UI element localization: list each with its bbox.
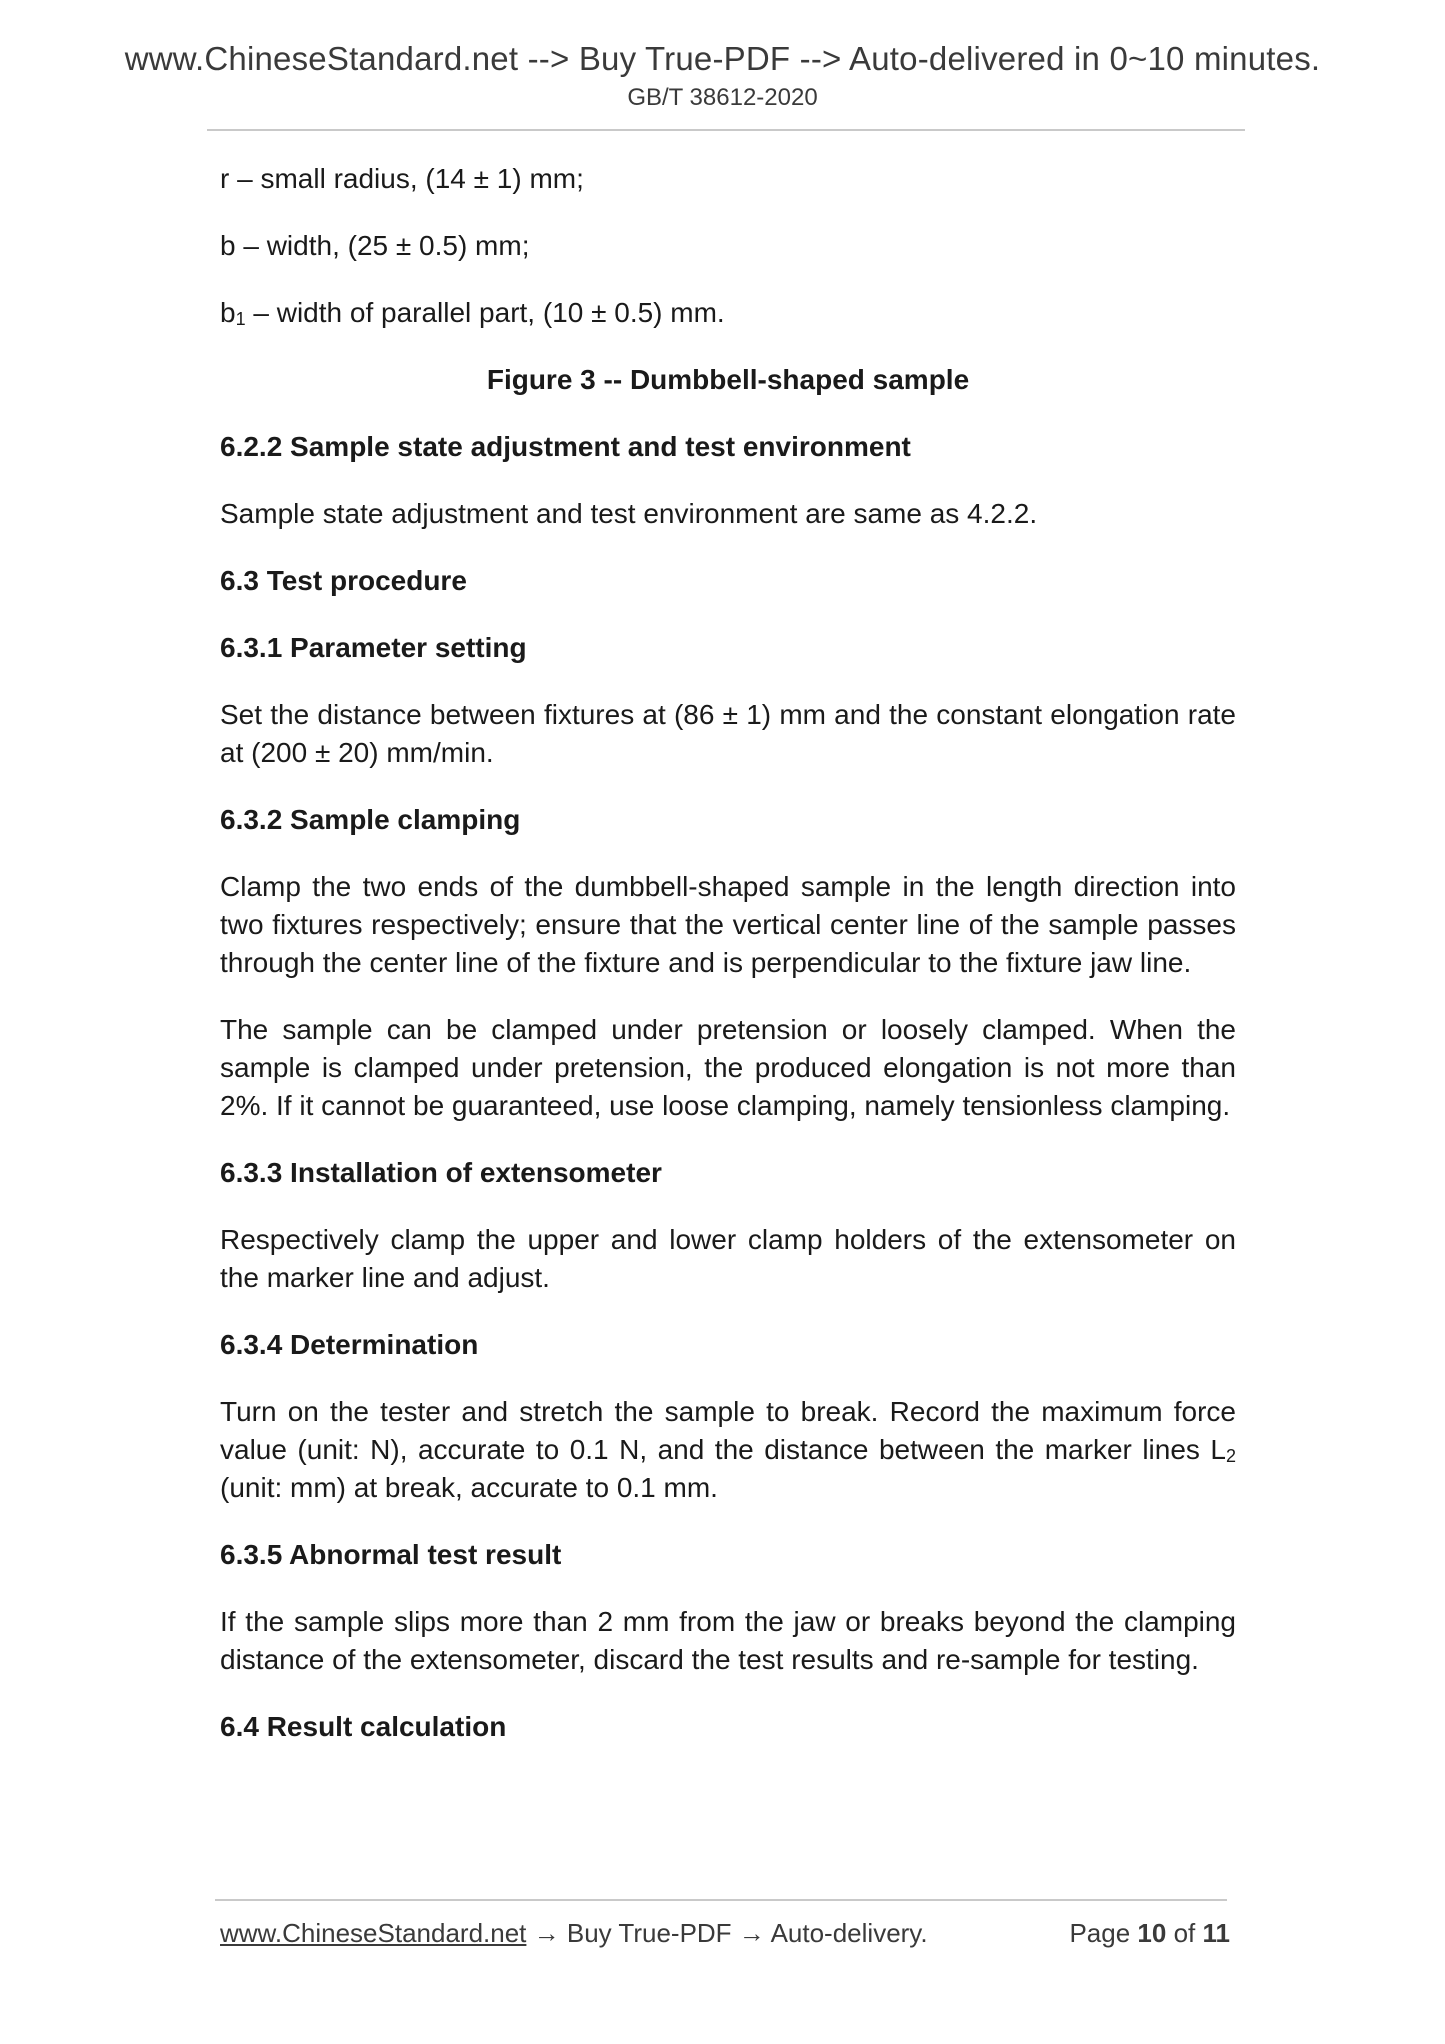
paragraph-6-3-2-a: Clamp the two ends of the dumbbell-shaped sample in the length direction into two fixtures respectively; ensure that the vertical center line of the sample passes through the center line of the fixture and is perpendicular to the fixture jaw line. (220, 871, 1236, 978)
paragraph-6-3-4 (220, 1393, 1236, 1507)
page-number: 10 (1137, 1918, 1167, 1948)
document-id: GB/T 38612-2020 (627, 84, 818, 111)
definition-r: r – small radius, (14 ± 1) mm; (220, 163, 584, 194)
page-total: 11 (1202, 1918, 1230, 1948)
footer-tagline-text: → Buy True-PDF → Auto-delivery. (526, 1918, 928, 1948)
heading-6-2-2: 6.2.2 Sample state adjustment and test environment (220, 431, 911, 462)
page-of-label: of (1173, 1918, 1196, 1948)
paragraph-6-3-4-subscript: 2 (1225, 1446, 1236, 1466)
heading-6-3: 6.3 Test procedure (220, 565, 467, 596)
paragraph-6-3-1: Set the distance between fixtures at (86 ± 1) mm and the constant elongation rate at (200 ± 20) mm/min. (220, 699, 1236, 768)
paragraph-6-3-4-tail: (unit: mm) at break, accurate to 0.1 mm. (220, 1472, 718, 1503)
heading-6-3-5: 6.3.5 Abnormal test result (220, 1539, 562, 1570)
heading-6-3-2: 6.3.2 Sample clamping (220, 804, 521, 835)
definition-b: b – width, (25 ± 0.5) mm; (220, 230, 530, 261)
definition-b1-text: – width of parallel part, (10 ± 0.5) mm. (245, 297, 725, 328)
header-divider (207, 129, 1245, 131)
heading-6-3-4: 6.3.4 Determination (220, 1329, 479, 1360)
paragraph-6-3-2-b: The sample can be clamped under pretension or loosely clamped. When the sample is clamped under pretension, the produced elongation is not more than 2%. If it cannot be guaranteed, use loose clamping, namely tensionless clamping. (220, 1014, 1236, 1121)
header-banner: www.ChineseStandard.net --> Buy True-PDF --> Auto-delivered in 0~10 minutes. (124, 40, 1321, 77)
definition-b1-symbol: b (220, 297, 236, 328)
figure-caption: Figure 3 -- Dumbbell-shaped sample (486, 364, 970, 395)
page-content (220, 160, 1236, 1775)
paragraph-6-3-3: Respectively clamp the upper and lower clamp holders of the extensometer on the marker line and adjust. (220, 1224, 1236, 1293)
definition-b1 (220, 294, 1236, 332)
paragraph-6-2-2: Sample state adjustment and test environment are same as 4.2.2. (220, 498, 1038, 529)
page-indicator (1069, 1918, 1230, 1949)
definition-b1-subscript: 1 (235, 309, 246, 329)
heading-6-4: 6.4 Result calculation (220, 1711, 507, 1742)
footer-divider (215, 1899, 1227, 1901)
paragraph-6-3-4-main: Turn on the tester and stretch the sample to break. Record the maximum force value (unit: N), accurate to 0.1 N, and the distance between the marker lines L (220, 1396, 1236, 1465)
footer-tagline (220, 1918, 928, 1949)
page-label: Page (1069, 1918, 1131, 1948)
footer-site-link[interactable]: www.ChineseStandard.net (220, 1918, 527, 1948)
heading-6-3-3: 6.3.3 Installation of extensometer (220, 1157, 662, 1188)
heading-6-3-1: 6.3.1 Parameter setting (220, 632, 527, 663)
paragraph-6-3-5: If the sample slips more than 2 mm from the jaw or breaks beyond the clamping distance of the extensometer, discard the test results and re-sample for testing. (220, 1606, 1236, 1675)
